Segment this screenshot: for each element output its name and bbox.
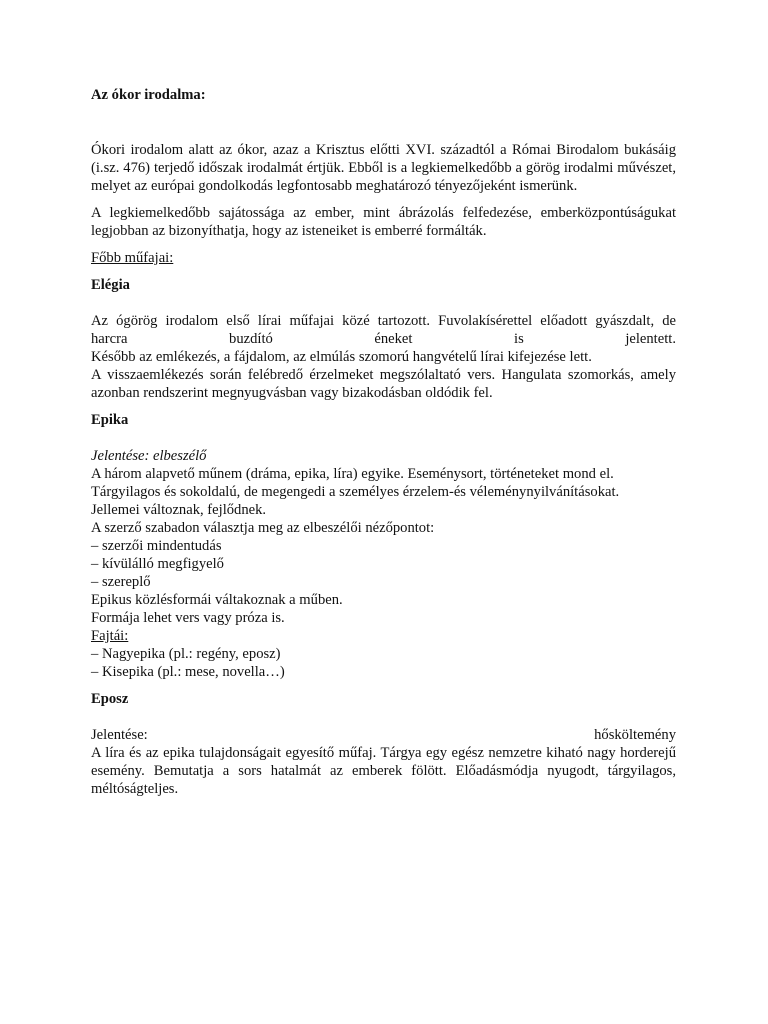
elegia-word: jelentett. (625, 331, 676, 347)
epika-line: Tárgyilagos és sokoldalú, de megengedi a személyes érzelem-és véleménynyilvánításokat. (91, 484, 620, 500)
eposz-meaning-value: hősköltemény (594, 727, 676, 743)
elegia-word: harcra (91, 331, 128, 347)
elegia-line-1: Az ógörög irodalom első lírai műfajai közé tartozott. Fuvolakísérettel előadott gyászdalt, de (91, 313, 676, 329)
elegia-line-3: Később az emlékezés, a fájdalom, az elmúlás szomorú hangvételű lírai kifejezése lett. (91, 349, 592, 365)
epika-type-item: – Kisepika (pl.: mese, novella…) (91, 664, 285, 680)
section-heading-epika: Epika (91, 412, 129, 428)
epika-list-item: – szereplő (91, 574, 151, 590)
intro-paragraph-1: Ókori irodalom alatt az ókor, azaz a Krisztus előtti XVI. századtól a Római Birodalom bukásáig (i.sz. 476) terjedő időszak irodalmát értjük. Ebből is a legkiemelkedőbb a görög irodalmi művészet, melyet az európai gondolkodás legfontosabb meghatározó tényezőjeként ismerünk. (91, 142, 676, 194)
epika-types-label: Fajtái: (91, 628, 129, 644)
eposz-meaning-label: Jelentése: (91, 727, 148, 743)
document-title: Az ókor irodalma: (91, 87, 206, 103)
epika-line: A három alapvető műnem (dráma, epika, líra) egyike. Eseménysort, történeteket mond el. (91, 466, 614, 482)
epika-meaning: Jelentése: elbeszélő (91, 448, 207, 464)
elegia-line-2 (91, 330, 676, 348)
section-heading-eposz: Eposz (91, 691, 129, 707)
eposz-meaning-line (91, 726, 676, 744)
genres-label: Főbb műfajai: (91, 250, 174, 266)
epika-list-item: – szerzői mindentudás (91, 538, 222, 554)
section-heading-elegia: Elégia (91, 277, 130, 293)
elegia-paragraph-rest: A visszaemlékezés során felébredő érzelmeket megszólaltató vers. Hangulata szomorkás, amely azonban rendszerint megnyugvásban vagy bizakodásban oldódik fel. (91, 367, 676, 401)
elegia-word: éneket (374, 331, 413, 347)
epika-line: Epikus közlésformái váltakoznak a műben. (91, 592, 343, 608)
epika-line: Formája lehet vers vagy próza is. (91, 610, 285, 626)
eposz-paragraph: A líra és az epika tulajdonságait egyesítő műfaj. Tárgya egy egész nemzetre kiható nagy horderejű esemény. Bemutatja a sors hatalmát az emberek fölött. Előadásmódja nyugodt, tárgyilagos, méltóságteljes. (91, 745, 676, 797)
epika-line: A szerző szabadon választja meg az elbeszélői nézőpontot: (91, 520, 435, 536)
elegia-word: buzdító (229, 331, 273, 347)
intro-paragraph-2: A legkiemelkedőbb sajátossága az ember, mint ábrázolás felfedezése, emberközpontúságukat legjobban az bizonyíthatja, hogy az isteneiket is emberré formálták. (91, 205, 676, 239)
epika-type-item: – Nagyepika (pl.: regény, eposz) (91, 646, 281, 662)
elegia-word: is (514, 331, 524, 347)
epika-list-item: – kívülálló megfigyelő (91, 556, 224, 572)
document-page (91, 86, 676, 798)
epika-line: Jellemei változnak, fejlődnek. (91, 502, 267, 518)
